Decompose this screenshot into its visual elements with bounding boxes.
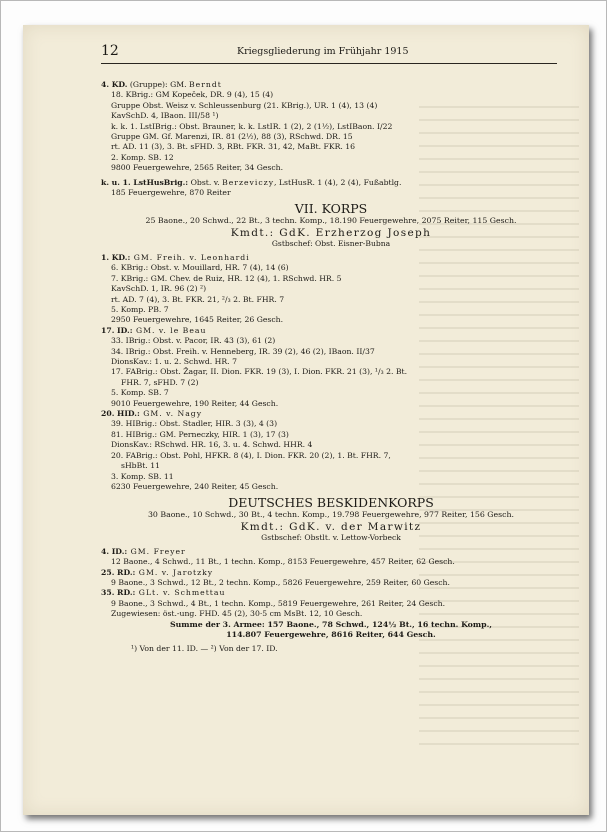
- unit-label: 4. KD.: [101, 80, 128, 89]
- corps-units: [101, 253, 561, 492]
- unit-detail-line: 9 Baone., 3 Schwd., 4 Bt., 1 techn. Komp., 5819 Feuergewehre, 261 Reiter, 24 Gesch.: [111, 598, 446, 608]
- unit-lsthusbrig-line: [101, 178, 561, 188]
- running-header: [101, 45, 561, 61]
- unit-commander: GLt. v. Schmettau: [135, 588, 226, 598]
- header-rule: [101, 63, 557, 64]
- unit-text: 9800 Feuergewehre, 2565 Reiter, 34 Gesch.: [111, 163, 284, 173]
- unit-commander: GM. Freyer: [127, 546, 186, 556]
- corps-title: DEUTSCHES BESKIDENKORPS: [228, 495, 434, 511]
- unit-commander: GM. v. le Beau: [132, 325, 207, 335]
- unit-label: 4. ID.:: [101, 546, 128, 556]
- unit-detail-line: 6230 Feuergewehre, 240 Reiter, 45 Gesch.: [111, 481, 279, 491]
- unit-text: Gruppe Obst. Weisz v. Schleussenburg (21. KBrig.), UR. 1 (4), 13 (4): [111, 100, 378, 110]
- unit-label: 35. RD.:: [101, 588, 136, 598]
- unit-detail-line: [101, 153, 561, 163]
- book-page: [23, 25, 589, 815]
- unit-detail-line: DionsKav.: RSchwd. HR. 16, 3. u. 4. Schwd. HHR. 4: [111, 440, 313, 450]
- unit-text: rt. AD. 11 (3), 3. Bt. sFHD. 3, RBt. FKR. 31, 42, MaBt. FKR. 16: [111, 142, 356, 152]
- corps-strength: 25 Baone., 20 Schwd., 22 Bt., 3 techn. Komp., 18.190 Feuergewehre, 2075 Reiter, 115 Gesch.: [145, 216, 517, 226]
- unit-detail-line: 12 Baone., 4 Schwd., 11 Bt., 1 techn. Komp., 8153 Feuergewehre, 457 Reiter, 62 Gesch.: [111, 557, 455, 567]
- unit-4-kd: [101, 80, 561, 174]
- unit-text: 2. Komp. SB. 12: [111, 152, 174, 162]
- unit-detail-line: 17. FABrig.: Obst. Žagar, II. Dion. FKR. 19 (3), I. Dion. FKR. 21 (3), ¹/₃ 2. Bt.: [111, 367, 408, 377]
- corps-commander: Kmdt.: GdK. Erzherzog Joseph: [230, 226, 432, 239]
- running-title: Kriegsgliederung im Frühjahr 1915: [237, 46, 409, 57]
- unit-detail-line: [101, 142, 561, 152]
- army-summary-line: 114.807 Feuergewehre, 8616 Reiter, 644 Gesch.: [226, 630, 436, 640]
- body-text: [101, 80, 561, 655]
- unit-strength: 185 Feuergewehre, 870 Reiter: [111, 188, 231, 198]
- unit-detail-line: [101, 132, 561, 142]
- unit-detail-line: 39. HIBrig.: Obst. Stadler, HIR. 3 (3), 4 (3): [111, 419, 278, 429]
- unit-text: Gruppe GM. Gf. Marenzi, IR. 81 (2½), 88 (3), RSchwd. DR. 15: [111, 132, 353, 142]
- unit-detail-line: 3. Komp. SB. 11: [111, 471, 174, 481]
- commander-name: Berzeviczy: [222, 177, 275, 187]
- unit-detail-line: 20. FABrig.: Obst. Pohl, HFKR. 8 (4), I. Dion. FKR. 20 (2), 1. Bt. FHR. 7,: [111, 450, 391, 460]
- unit-detail-line: 5. Komp. PB. 7: [111, 305, 169, 314]
- unit-label: 20. HID.:: [101, 409, 140, 419]
- chief-of-staff: Gstbschef: Obst. Eisner-Bubna: [271, 238, 391, 248]
- unit-detail-line: 81. HIBrig.: GM. Perneczky, HIR. 1 (3), 17 (3): [111, 429, 289, 439]
- unit-detail-line: [101, 111, 561, 121]
- unit-heading: [101, 80, 561, 90]
- unit-detail-line: sHbBt. 11: [121, 461, 160, 471]
- unit-detail-line: Zugewiesen: öst.-ung. FHD. 45 (2), 30·5 cm MsBt. 12, 10 Gesch.: [111, 609, 363, 619]
- unit-heading: [101, 409, 561, 419]
- corps-commander: Kmdt.: GdK. v. der Marwitz: [240, 520, 422, 533]
- unit-detail-line: 9 Baone., 3 Schwd., 12 Bt., 2 techn. Komp., 5826 Feuergewehre, 259 Reiter, 60 Gesch.: [111, 578, 450, 588]
- footnotes: ¹) Von der 11. ID. — ²) Von der 17. ID.: [131, 644, 278, 654]
- unit-detail-line: [101, 122, 561, 132]
- unit-label: 1. KD.:: [101, 252, 131, 262]
- corps-strength: 30 Baone., 10 Schwd., 30 Bt., 4 techn. Komp., 19.798 Feuergewehre, 977 Reiter, 156 Gesch.: [147, 510, 515, 520]
- unit-detail-line: 34. IBrig.: Obst. Freih. v. Henneberg, IR. 39 (2), 46 (2), IBaon. II/37: [111, 346, 375, 356]
- unit-text: Obst. v.: [188, 177, 223, 187]
- page-number: 12: [101, 43, 119, 59]
- unit-text: 18. KBrig.: GM Kopeček, DR. 9 (4), 15 (4): [111, 90, 274, 100]
- unit-detail-line: DionsKav.: 1. u. 2. Schwd. HR. 7: [111, 357, 237, 367]
- unit-detail-line: [101, 90, 561, 100]
- unit-detail-line: KavSchD. 1, IR. 96 (2) ²): [111, 284, 207, 294]
- unit-heading: [101, 568, 561, 578]
- unit-detail-line: 9010 Feuergewehre, 190 Reiter, 44 Gesch.: [111, 398, 279, 408]
- unit-detail-line: 5. Komp. SB. 7: [111, 388, 169, 398]
- unit-commander: GM. v. Jarotzky: [135, 567, 214, 577]
- corps-title: VII. KORPS: [294, 201, 368, 217]
- unit-heading: [101, 588, 561, 598]
- unit-detail-line: [101, 163, 561, 173]
- unit-label: 17. ID.:: [101, 325, 133, 335]
- unit-heading: [101, 253, 561, 263]
- chief-of-staff: Gstbschef: Obstlt. v. Lettow-Vorbeck: [261, 532, 401, 542]
- unit-detail-line: [101, 101, 561, 111]
- commander-name: Berndt: [189, 80, 222, 89]
- unit-text: k. k. 1. LstIBrig.: Obst. Brauner, k. k. LstIR. 1 (2), 2 (1½), LstIBaon. I/22: [111, 121, 393, 131]
- unit-detail-line: rt. AD. 7 (4), 3. Bt. FKR. 21, ²/₃ 2. Bt. FHR. 7: [111, 294, 285, 304]
- unit-label: 25. RD.:: [101, 567, 136, 577]
- unit-detail-line: FHR. 7, sFHD. 7 (2): [121, 377, 199, 387]
- unit-text: KavSchD. 4, IBaon. III/58 ¹): [111, 111, 219, 121]
- unit-label: k. u. 1. LstHusBrig.:: [101, 177, 189, 187]
- unit-commander: GM. Freih. v. Leonhardi: [130, 252, 250, 262]
- unit-commander: GM. v. Nagy: [139, 409, 203, 419]
- unit-detail-line: 33. IBrig.: Obst. v. Pacor, IR. 43 (3), 61 (2): [111, 336, 276, 346]
- unit-detail-line: 7. KBrig.: GM. Chev. de Ruiz, HR. 12 (4), 1. RSchwd. HR. 5: [111, 273, 342, 283]
- unit-detail-line: 2950 Feuergewehre, 1645 Reiter, 26 Gesch.: [111, 315, 284, 325]
- army-summary-line: Summe der 3. Armee: 157 Baone., 78 Schwd., 124½ Bt., 16 techn. Komp.,: [169, 619, 493, 629]
- unit-heading: [101, 326, 561, 336]
- unit-text: , LstHusR. 1 (4), 2 (4), Fußabtlg.: [274, 177, 402, 187]
- unit-heading: [101, 547, 561, 557]
- unit-text: (Gruppe): GM.: [127, 80, 189, 89]
- unit-detail-line: 6. KBrig.: Obst. v. Mouillard, HR. 7 (4), 14 (6): [111, 263, 289, 273]
- corps-units: [101, 547, 561, 620]
